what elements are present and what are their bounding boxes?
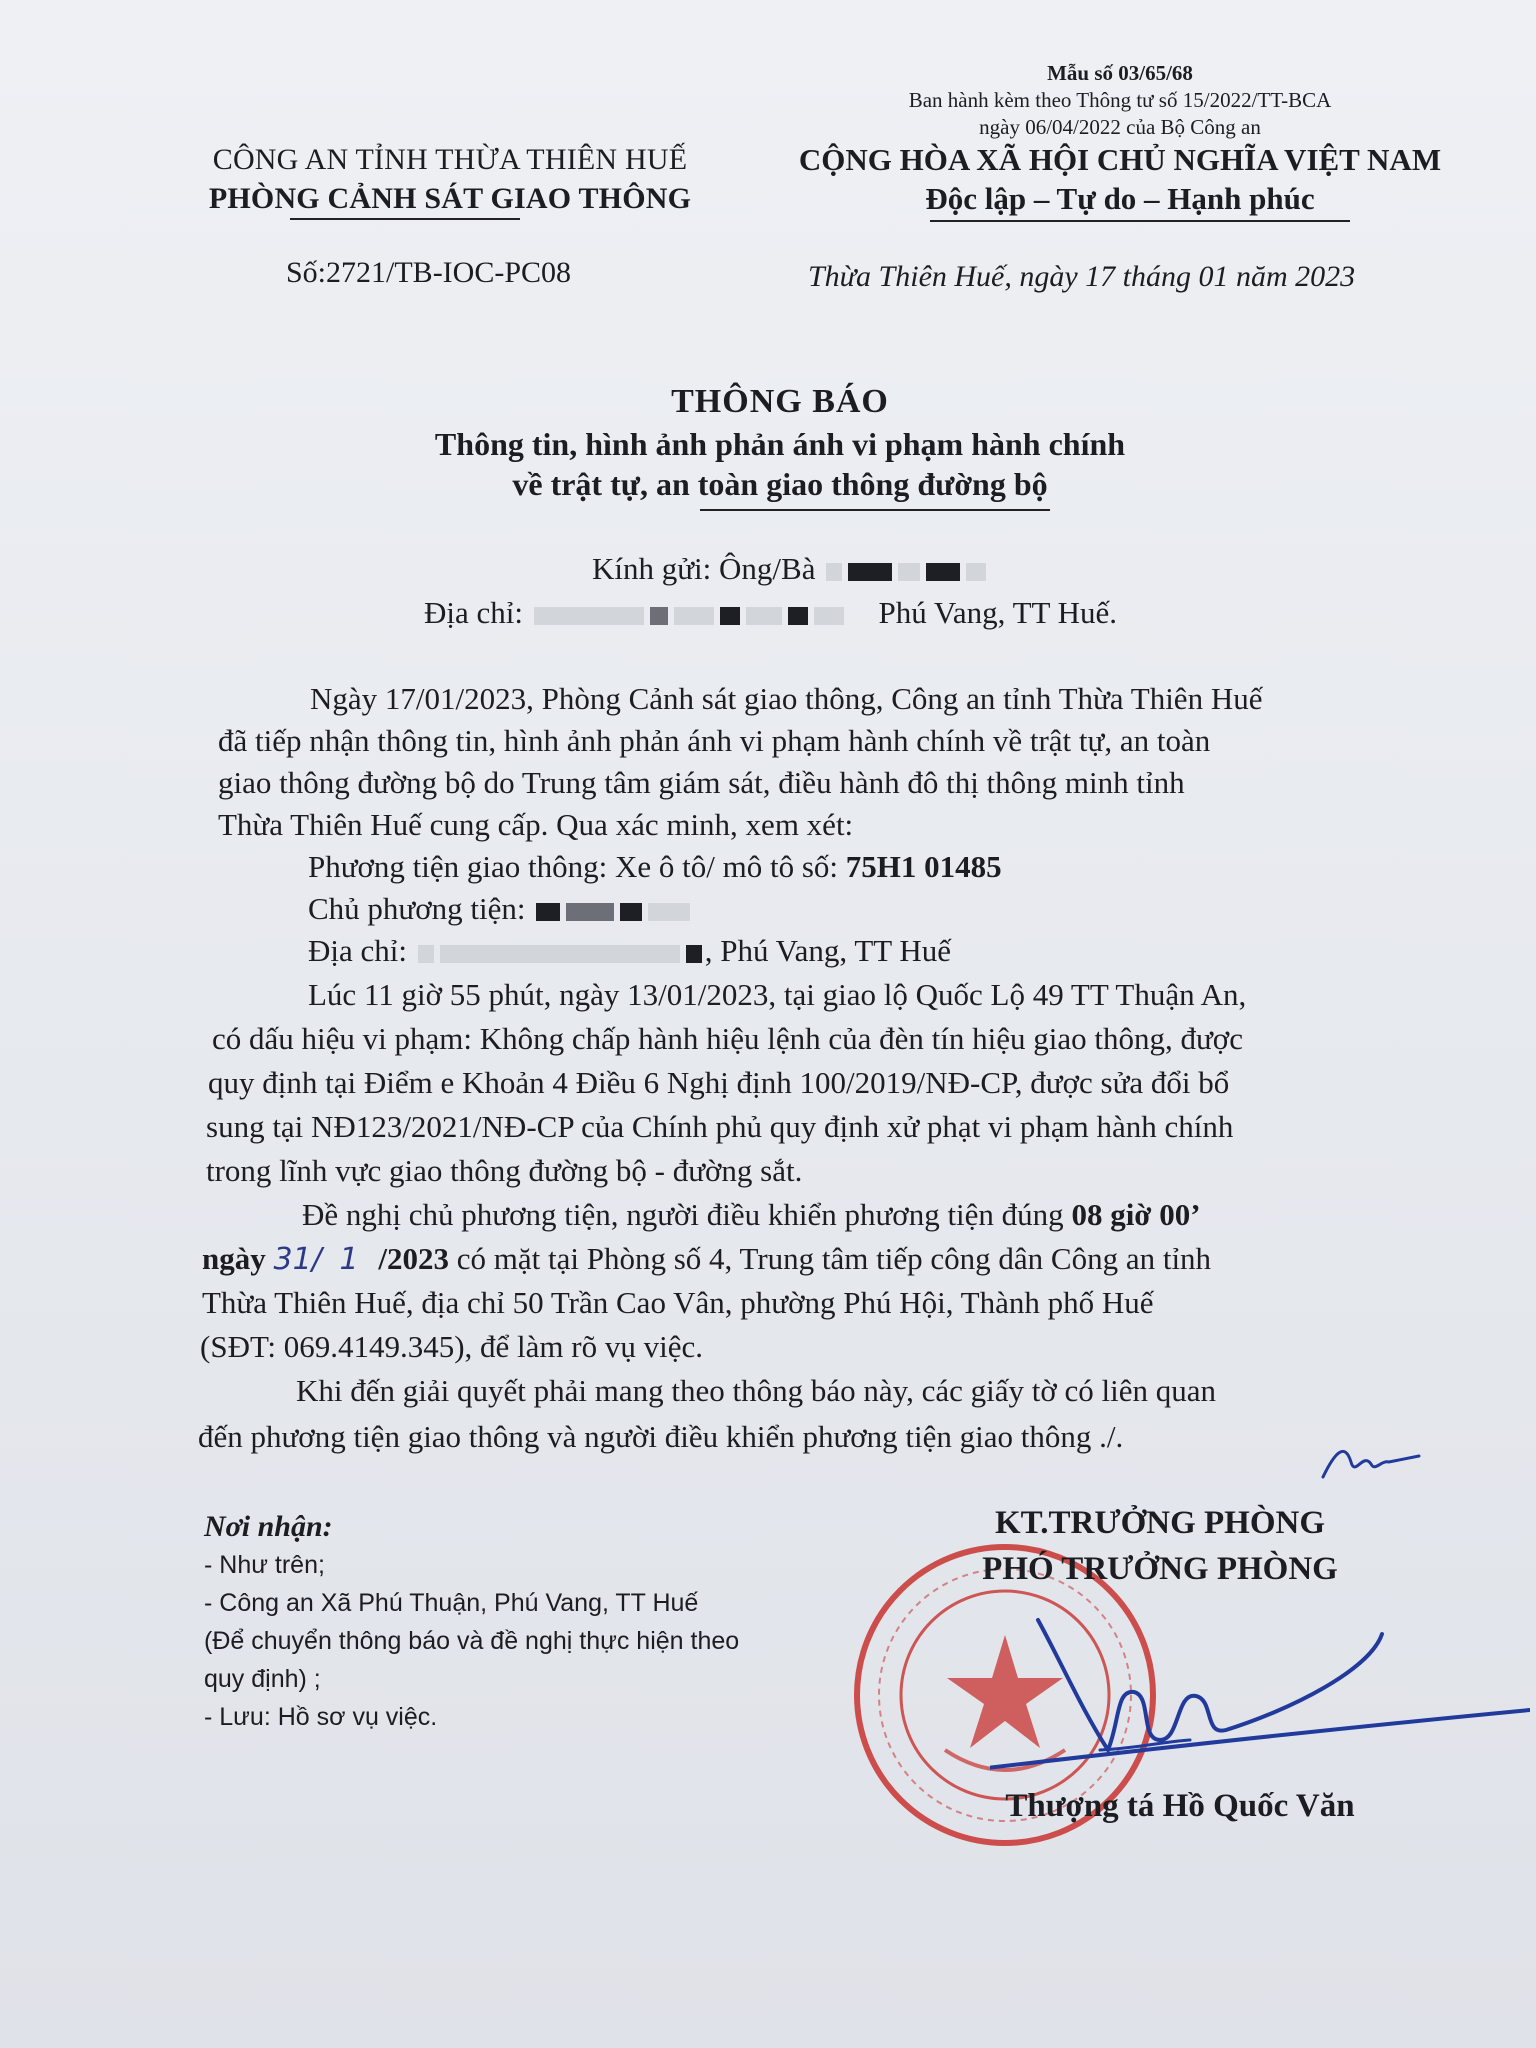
appointment-time: 08 giờ 00’: [1071, 1197, 1201, 1232]
redacted-address: [534, 607, 644, 625]
recipient-item: - Công an Xã Phú Thuận, Phú Vang, TT Huế: [204, 1589, 699, 1617]
signer-name: Thượng tá Hồ Quốc Văn: [1005, 1788, 1355, 1824]
handwritten-day: 31: [273, 1242, 312, 1277]
addressee-address: [424, 592, 1117, 634]
paragraph-1-line-4: Thừa Thiên Huế cung cấp. Qua xác minh, xem xét:: [218, 807, 854, 842]
recipient-item: quy định) ;: [204, 1665, 321, 1693]
paragraph-2-line-5: trong lĩnh vực giao thông đường bộ - đường sắt.: [206, 1153, 803, 1188]
title-subtitle-1: Thông tin, hình ảnh phản ánh vi phạm hành chính: [434, 426, 1126, 462]
recipients-block: [204, 1508, 739, 1736]
redacted-name-part: [848, 563, 892, 581]
vehicle-label: Phương tiện giao thông: Xe ô tô/ mô tô số:: [308, 849, 839, 884]
place-and-date: Thừa Thiên Huế, ngày 17 tháng 01 năm 2023: [808, 260, 1356, 293]
form-number-block: [840, 60, 1400, 141]
redacted-name: [826, 563, 842, 581]
national-motto: Độc lập – Tự do – Hạnh phúc: [925, 181, 1315, 216]
form-number: Mẫu số 03/65/68: [1047, 61, 1193, 85]
recipients-heading: Nơi nhận:: [204, 1510, 333, 1543]
paragraph-3-line-2: [202, 1238, 1211, 1281]
recipient-item: - Lưu: Hồ sơ vụ việc.: [204, 1703, 438, 1731]
signer-titles: [900, 1500, 1420, 1592]
recipient-item: (Để chuyển thông báo và đề nghị thực hiện theo: [204, 1627, 740, 1655]
document-number: Số:2721/TB-IOC-PC08: [286, 256, 572, 289]
signer-title-1: KT.TRƯỞNG PHÒNG: [995, 1505, 1325, 1541]
recipient-item: - Như trên;: [204, 1551, 325, 1579]
redacted-owner-part: [566, 903, 614, 921]
national-header: [750, 140, 1490, 218]
owner-label: Chủ phương tiện:: [308, 891, 526, 926]
issuing-agency: [160, 140, 740, 218]
redacted-owner: [536, 903, 560, 921]
handwritten-month: 1: [339, 1242, 359, 1277]
paragraph-4-line-1: Khi đến giải quyết phải mang theo thông báo này, các giấy tờ có liên quan: [296, 1373, 1217, 1408]
handwritten-separator: /: [311, 1242, 322, 1277]
redacted-owner-address-part: [686, 945, 702, 963]
title-underline: [700, 509, 1050, 511]
license-plate: 75H1 01485: [845, 849, 1002, 884]
redacted-address-part: [814, 607, 844, 625]
redacted-owner-address-part: [440, 945, 680, 963]
title-subtitle-2: về trật tự, an toàn giao thông đường bộ: [512, 466, 1048, 502]
appointment-location: có mặt tại Phòng số 4, Trung tâm tiếp công dân Công an tỉnh: [456, 1241, 1212, 1276]
paragraph-3-line-4: (SĐT: 069.4149.345), để làm rõ vụ việc.: [200, 1329, 703, 1364]
address-label: Địa chỉ:: [424, 595, 523, 630]
paragraph-1-line-1: Ngày 17/01/2023, Phòng Cảnh sát giao thông, Công an tỉnh Thừa Thiên Huế: [310, 681, 1263, 716]
redacted-address-part: [720, 607, 740, 625]
signer-title-2: PHÓ TRƯỞNG PHÒNG: [982, 1551, 1338, 1587]
addressee-greeting: [592, 548, 989, 590]
signature: [990, 1600, 1530, 1780]
owner-address-line: [308, 930, 951, 972]
appointment-year: /2023: [378, 1241, 450, 1276]
redacted-name-part: [966, 563, 986, 581]
owner-address-suffix: , Phú Vang, TT Huế: [704, 933, 952, 968]
agency-department: PHÒNG CẢNH SÁT GIAO THÔNG: [208, 182, 692, 215]
redacted-name-part: [926, 563, 960, 581]
greeting-text: Kính gửi: Ông/Bà: [592, 551, 816, 586]
address-suffix: Phú Vang, TT Huế.: [878, 595, 1118, 630]
paragraph-1-line-3: giao thông đường bộ do Trung tâm giám sát, điều hành đô thị thông minh tỉnh: [218, 765, 1185, 800]
paragraph-3-line-1: [302, 1194, 1201, 1236]
paragraph-1-line-2: đã tiếp nhận thông tin, hình ảnh phản ánh vi phạm hành chính về trật tự, an toàn: [218, 723, 1211, 758]
owner-address-label: Địa chỉ:: [308, 933, 407, 968]
request-text: Đề nghị chủ phương tiện, người điều khiển phương tiện đúng: [302, 1197, 1064, 1232]
agency-parent: CÔNG AN TỈNH THỪA THIÊN HUẾ: [212, 143, 688, 176]
country-name: CỘNG HÒA XÃ HỘI CHỦ NGHĨA VIỆT NAM: [798, 142, 1442, 177]
redacted-address-part: [650, 607, 668, 625]
title-main: THÔNG BÁO: [671, 383, 889, 420]
owner-line: [308, 888, 693, 930]
paragraph-2-line-3: quy định tại Điểm e Khoản 4 Điều 6 Nghị định 100/2019/NĐ-CP, được sửa đổi bổ: [208, 1065, 1230, 1100]
paragraph-3-line-3: Thừa Thiên Huế, địa chỉ 50 Trần Cao Vân, phường Phú Hội, Thành phố Huế: [202, 1285, 1154, 1320]
redacted-name-part: [898, 563, 920, 581]
motto-underline: [930, 220, 1350, 222]
redacted-address-part: [788, 607, 808, 625]
paragraph-2-line-4: sung tại NĐ123/2021/NĐ-CP của Chính phủ quy định xử phạt vi phạm hành chính: [206, 1109, 1234, 1144]
form-issuance-line: Ban hành kèm theo Thông tư số 15/2022/TT-BCA: [908, 88, 1332, 112]
vehicle-line: [308, 846, 1002, 888]
handwritten-initial: [1315, 1432, 1425, 1492]
redacted-owner-part: [648, 903, 690, 921]
agency-underline: [290, 218, 520, 220]
appointment-day-label: ngày: [202, 1241, 266, 1276]
form-issuance-date: ngày 06/04/2022 của Bộ Công an: [979, 115, 1261, 139]
redacted-owner-part: [620, 903, 642, 921]
redacted-address-part: [746, 607, 782, 625]
paragraph-2-line-1: Lúc 11 giờ 55 phút, ngày 13/01/2023, tại giao lộ Quốc Lộ 49 TT Thuận An,: [308, 977, 1247, 1012]
document-title: [380, 380, 1180, 504]
paragraph-2-line-2: có dấu hiệu vi phạm: Không chấp hành hiệu lệnh của đèn tín hiệu giao thông, được: [212, 1021, 1243, 1056]
paragraph-4-line-2: đến phương tiện giao thông và người điều khiển phương tiện giao thông ./.: [198, 1419, 1124, 1454]
redacted-address-part: [674, 607, 714, 625]
redacted-owner-address: [418, 945, 434, 963]
